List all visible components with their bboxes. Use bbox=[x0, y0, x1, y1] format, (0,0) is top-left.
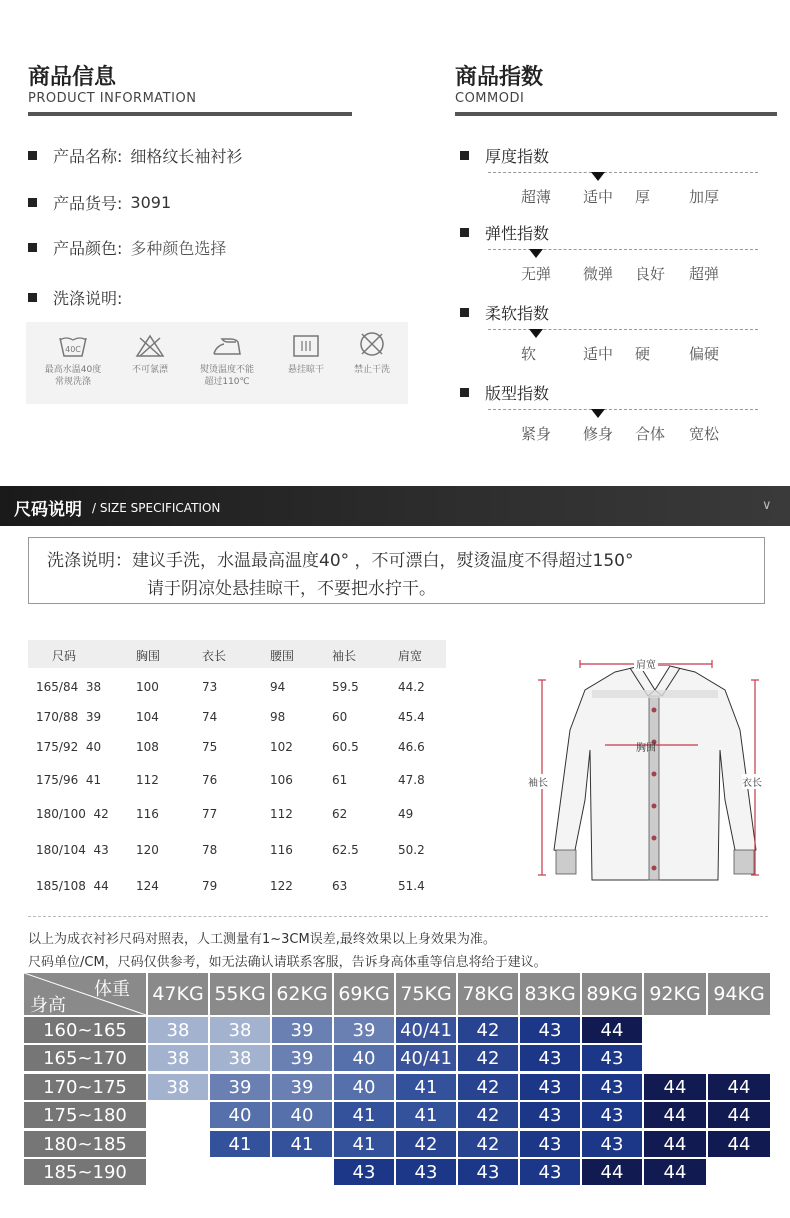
grid-size-cell: 42 bbox=[458, 1045, 518, 1071]
index-option: 软 bbox=[521, 345, 537, 363]
info-value: 细格纹长袖衬衫 bbox=[130, 147, 243, 166]
grid-size-cell: 43 bbox=[458, 1159, 518, 1185]
grid-size-cell: 41 bbox=[210, 1131, 270, 1157]
index-marker-icon bbox=[529, 329, 543, 338]
grid-weight-header: 75KG bbox=[396, 973, 456, 1015]
grid-weight-header: 83KG bbox=[520, 973, 580, 1015]
grid-size-cell: 44 bbox=[582, 1017, 642, 1043]
index-option: 适中 bbox=[583, 345, 614, 363]
grid-size-cell: 43 bbox=[520, 1017, 580, 1043]
index-option: 紧身 bbox=[521, 425, 552, 443]
grid-weight-header: 62KG bbox=[272, 973, 332, 1015]
index-marker-icon bbox=[529, 249, 543, 258]
grid-size-cell: 43 bbox=[520, 1159, 580, 1185]
care-item-iron: 熨烫温度不能 超过110℃ bbox=[190, 334, 264, 388]
index-option: 无弹 bbox=[521, 265, 552, 283]
grid-height-header: 170~175 bbox=[24, 1074, 146, 1100]
grid-size-cell: 39 bbox=[334, 1017, 394, 1043]
info-value: 3091 bbox=[130, 193, 172, 212]
grid-weight-header: 94KG bbox=[708, 973, 770, 1015]
grid-size-cell: 43 bbox=[520, 1102, 580, 1128]
grid-corner bbox=[24, 973, 146, 1015]
grid-size-cell: 38 bbox=[148, 1017, 208, 1043]
grid-size-cell: 43 bbox=[520, 1074, 580, 1100]
size-table-cell: 120 bbox=[136, 843, 159, 857]
index-title-label: 弹性指数 bbox=[485, 224, 550, 243]
product-info-title: 商品信息 bbox=[28, 65, 117, 90]
grid-weight-header: 92KG bbox=[644, 973, 706, 1015]
grid-height-header: 165~170 bbox=[24, 1045, 146, 1071]
grid-size-cell: 44 bbox=[708, 1102, 770, 1128]
index-title bbox=[460, 381, 549, 404]
grid-size-cell: 39 bbox=[272, 1017, 332, 1043]
size-table-cell: 49 bbox=[398, 807, 414, 821]
size-table-cell: 51.4 bbox=[398, 879, 425, 893]
grid-size-cell: 43 bbox=[520, 1045, 580, 1071]
size-table-cell: 185/108 44 bbox=[36, 879, 109, 893]
chest-label: 胸围 bbox=[636, 743, 656, 754]
index-option: 微弹 bbox=[583, 265, 614, 283]
chevron-down-icon[interactable]: ∨ bbox=[762, 498, 772, 513]
size-table-cell: 79 bbox=[202, 879, 218, 893]
size-table-header-cell: 衣长 bbox=[202, 649, 227, 663]
size-table-cell: 116 bbox=[270, 843, 293, 857]
size-table-header-cell: 袖长 bbox=[332, 649, 357, 663]
grid-size-cell: 42 bbox=[458, 1102, 518, 1128]
index-option: 修身 bbox=[583, 425, 614, 443]
size-table-cell: 102 bbox=[270, 740, 293, 754]
bullet-square-icon bbox=[460, 308, 469, 317]
grid-size-cell: 41 bbox=[334, 1131, 394, 1157]
grid-size-cell: 38 bbox=[148, 1045, 208, 1071]
bullet-square-icon bbox=[460, 388, 469, 397]
info-label: 产品货号: bbox=[53, 194, 123, 213]
size-table-cell: 180/100 42 bbox=[36, 807, 109, 821]
grid-size-cell: 42 bbox=[458, 1074, 518, 1100]
grid-size-cell: 41 bbox=[334, 1102, 394, 1128]
index-option: 加厚 bbox=[689, 188, 720, 206]
grid-size-cell: 40 bbox=[334, 1074, 394, 1100]
length-label: 衣长 bbox=[742, 774, 762, 789]
size-table-cell: 60 bbox=[332, 710, 348, 724]
grid-size-cell: 40/41 bbox=[396, 1017, 456, 1043]
bullet-square-icon bbox=[460, 228, 469, 237]
grid-size-cell: 40 bbox=[210, 1102, 270, 1128]
grid-size-cell: 38 bbox=[210, 1017, 270, 1043]
index-option: 硬 bbox=[635, 345, 651, 363]
size-table-cell: 122 bbox=[270, 879, 293, 893]
size-table-cell: 62.5 bbox=[332, 843, 359, 857]
size-table-cell: 180/104 43 bbox=[36, 843, 109, 857]
grid-size-cell: 39 bbox=[210, 1074, 270, 1100]
grid-height-header: 160~165 bbox=[24, 1017, 146, 1043]
size-table-header-cell: 尺码 bbox=[52, 649, 77, 663]
grid-size-cell: 42 bbox=[396, 1131, 456, 1157]
size-table-cell: 44.2 bbox=[398, 680, 425, 694]
grid-size-cell: 44 bbox=[708, 1131, 770, 1157]
product-info-subtitle: PRODUCT INFORMATION bbox=[28, 91, 197, 106]
size-table-cell: 45.4 bbox=[398, 710, 425, 724]
note-line2: 尺码单位/CM，尺码仅供参考，如无法确认请联系客服，告诉身高体重等信息将给于建议。 bbox=[28, 955, 547, 970]
grid-size-cell: 40 bbox=[272, 1102, 332, 1128]
grid-height-header: 180~185 bbox=[24, 1131, 146, 1157]
grid-size-cell: 44 bbox=[644, 1074, 706, 1100]
size-table-cell: 175/96 41 bbox=[36, 773, 102, 787]
size-table-cell: 112 bbox=[136, 773, 159, 787]
wash-note-line2: 请于阴凉处悬挂晾干，不要把水拧干。 bbox=[147, 579, 436, 599]
bullet-square-icon bbox=[460, 151, 469, 160]
index-marker-icon bbox=[591, 172, 605, 181]
size-table-cell: 63 bbox=[332, 879, 348, 893]
grid-size-cell: 43 bbox=[334, 1159, 394, 1185]
index-dashed-line bbox=[488, 172, 758, 173]
size-table-cell: 47.8 bbox=[398, 773, 425, 787]
grid-size-cell: 40 bbox=[334, 1045, 394, 1071]
index-option: 适中 bbox=[583, 188, 614, 206]
index-title bbox=[460, 301, 549, 324]
grid-weight-header: 78KG bbox=[458, 973, 518, 1015]
care-item-dryclean: 禁止干洗 bbox=[340, 330, 404, 376]
care-item-wash: 40C 最高水温40度 常规洗涤 bbox=[38, 334, 108, 388]
grid-height-header: 185~190 bbox=[24, 1159, 146, 1185]
size-table-cell: 124 bbox=[136, 879, 159, 893]
index-option: 超薄 bbox=[521, 188, 552, 206]
grid-height-header: 175~180 bbox=[24, 1102, 146, 1128]
grid-size-cell: 44 bbox=[708, 1074, 770, 1100]
size-table-cell: 112 bbox=[270, 807, 293, 821]
index-marker-icon bbox=[591, 409, 605, 418]
grid-size-cell: 43 bbox=[582, 1074, 642, 1100]
size-table-cell: 170/88 39 bbox=[36, 710, 102, 724]
grid-size-cell: 40/41 bbox=[396, 1045, 456, 1071]
index-option: 偏硬 bbox=[689, 345, 720, 363]
commodity-index-subtitle: COMMODI bbox=[455, 91, 525, 106]
sleeve-label: 袖长 bbox=[528, 774, 548, 789]
index-title-label: 厚度指数 bbox=[485, 147, 550, 166]
size-table-cell: 175/92 40 bbox=[36, 740, 102, 754]
grid-size-cell: 41 bbox=[396, 1102, 456, 1128]
grid-size-cell: 43 bbox=[582, 1131, 642, 1157]
size-table-cell: 73 bbox=[202, 680, 218, 694]
corner-height: 身高 bbox=[30, 995, 66, 1016]
index-option: 超弹 bbox=[689, 265, 720, 283]
size-table-cell: 77 bbox=[202, 807, 218, 821]
grid-size-cell: 44 bbox=[582, 1159, 642, 1185]
index-option: 宽松 bbox=[689, 425, 720, 443]
size-table-cell: 60.5 bbox=[332, 740, 359, 754]
grid-weight-header: 89KG bbox=[582, 973, 642, 1015]
index-option: 厚 bbox=[635, 188, 651, 206]
size-table-cell: 61 bbox=[332, 773, 348, 787]
index-option: 良好 bbox=[635, 265, 666, 283]
size-table-cell: 165/84 38 bbox=[36, 680, 102, 694]
grid-size-cell: 43 bbox=[582, 1102, 642, 1128]
size-table-cell: 76 bbox=[202, 773, 218, 787]
svg-text:40C: 40C bbox=[65, 345, 81, 354]
grid-size-cell: 39 bbox=[272, 1045, 332, 1071]
grid-size-cell: 38 bbox=[148, 1074, 208, 1100]
banner-subtitle: / SIZE SPECIFICATION bbox=[92, 501, 221, 515]
shirt-diagram bbox=[520, 650, 790, 890]
grid-size-cell: 42 bbox=[458, 1017, 518, 1043]
size-table bbox=[0, 0, 450, 900]
size-table-cell: 75 bbox=[202, 740, 218, 754]
index-title-label: 版型指数 bbox=[485, 384, 550, 403]
shoulder-label: 肩宽 bbox=[634, 656, 658, 671]
index-title-label: 柔软指数 bbox=[485, 304, 550, 323]
grid-size-cell: 43 bbox=[396, 1159, 456, 1185]
grid-size-cell: 43 bbox=[520, 1131, 580, 1157]
index-dashed-line bbox=[488, 409, 758, 410]
grid-size-cell: 41 bbox=[396, 1074, 456, 1100]
grid-weight-header: 69KG bbox=[334, 973, 394, 1015]
grid-size-cell: 38 bbox=[210, 1045, 270, 1071]
banner-title: 尺码说明 bbox=[14, 500, 82, 520]
grid-size-cell: 44 bbox=[644, 1159, 706, 1185]
size-table-cell: 100 bbox=[136, 680, 159, 694]
size-table-cell: 98 bbox=[270, 710, 286, 724]
size-table-cell: 46.6 bbox=[398, 740, 425, 754]
info-label: 产品名称: bbox=[53, 147, 123, 166]
size-table-header-cell: 肩宽 bbox=[398, 649, 423, 663]
info-label: 洗涤说明: bbox=[53, 289, 123, 308]
note-line1: 以上为成衣衬衫尺码对照表，人工测量有1~3CM误差,最终效果以上身效果为准。 bbox=[28, 932, 496, 947]
grid-weight-header: 55KG bbox=[210, 973, 270, 1015]
size-table-cell: 108 bbox=[136, 740, 159, 754]
grid-weight-header: 47KG bbox=[148, 973, 208, 1015]
grid-size-cell: 42 bbox=[458, 1131, 518, 1157]
care-item-bleach: 不可氯漂 bbox=[118, 334, 182, 376]
size-table-cell: 106 bbox=[270, 773, 293, 787]
size-table-cell: 116 bbox=[136, 807, 159, 821]
index-title bbox=[460, 144, 549, 167]
grid-size-cell: 43 bbox=[582, 1045, 642, 1071]
size-table-cell: 62 bbox=[332, 807, 348, 821]
grid-size-cell: 44 bbox=[644, 1131, 706, 1157]
grid-size-cell: 39 bbox=[272, 1074, 332, 1100]
size-table-cell: 50.2 bbox=[398, 843, 425, 857]
size-table-cell: 59.5 bbox=[332, 680, 359, 694]
grid-size-cell: 41 bbox=[272, 1131, 332, 1157]
care-item-hang: 悬挂晾干 bbox=[274, 334, 338, 376]
wash-note-line1: 洗涤说明：建议手洗，水温最高温度40° ，不可漂白，熨烫温度不得超过150° bbox=[47, 551, 634, 571]
size-table-cell: 78 bbox=[202, 843, 218, 857]
info-label: 产品颜色: bbox=[53, 239, 123, 258]
grid-size-cell: 44 bbox=[644, 1102, 706, 1128]
notes-divider bbox=[28, 916, 768, 917]
size-table-cell: 74 bbox=[202, 710, 218, 724]
size-table-header-cell: 胸围 bbox=[136, 649, 161, 663]
info-value: 多种颜色选择 bbox=[130, 239, 227, 258]
size-table-cell: 104 bbox=[136, 710, 159, 724]
index-option: 合体 bbox=[635, 425, 666, 443]
size-table-header-cell: 腰围 bbox=[270, 649, 295, 663]
index-title bbox=[460, 221, 549, 244]
commodity-index-title: 商品指数 bbox=[455, 65, 544, 90]
size-table-cell: 94 bbox=[270, 680, 286, 694]
corner-weight: 体重 bbox=[94, 979, 130, 1000]
